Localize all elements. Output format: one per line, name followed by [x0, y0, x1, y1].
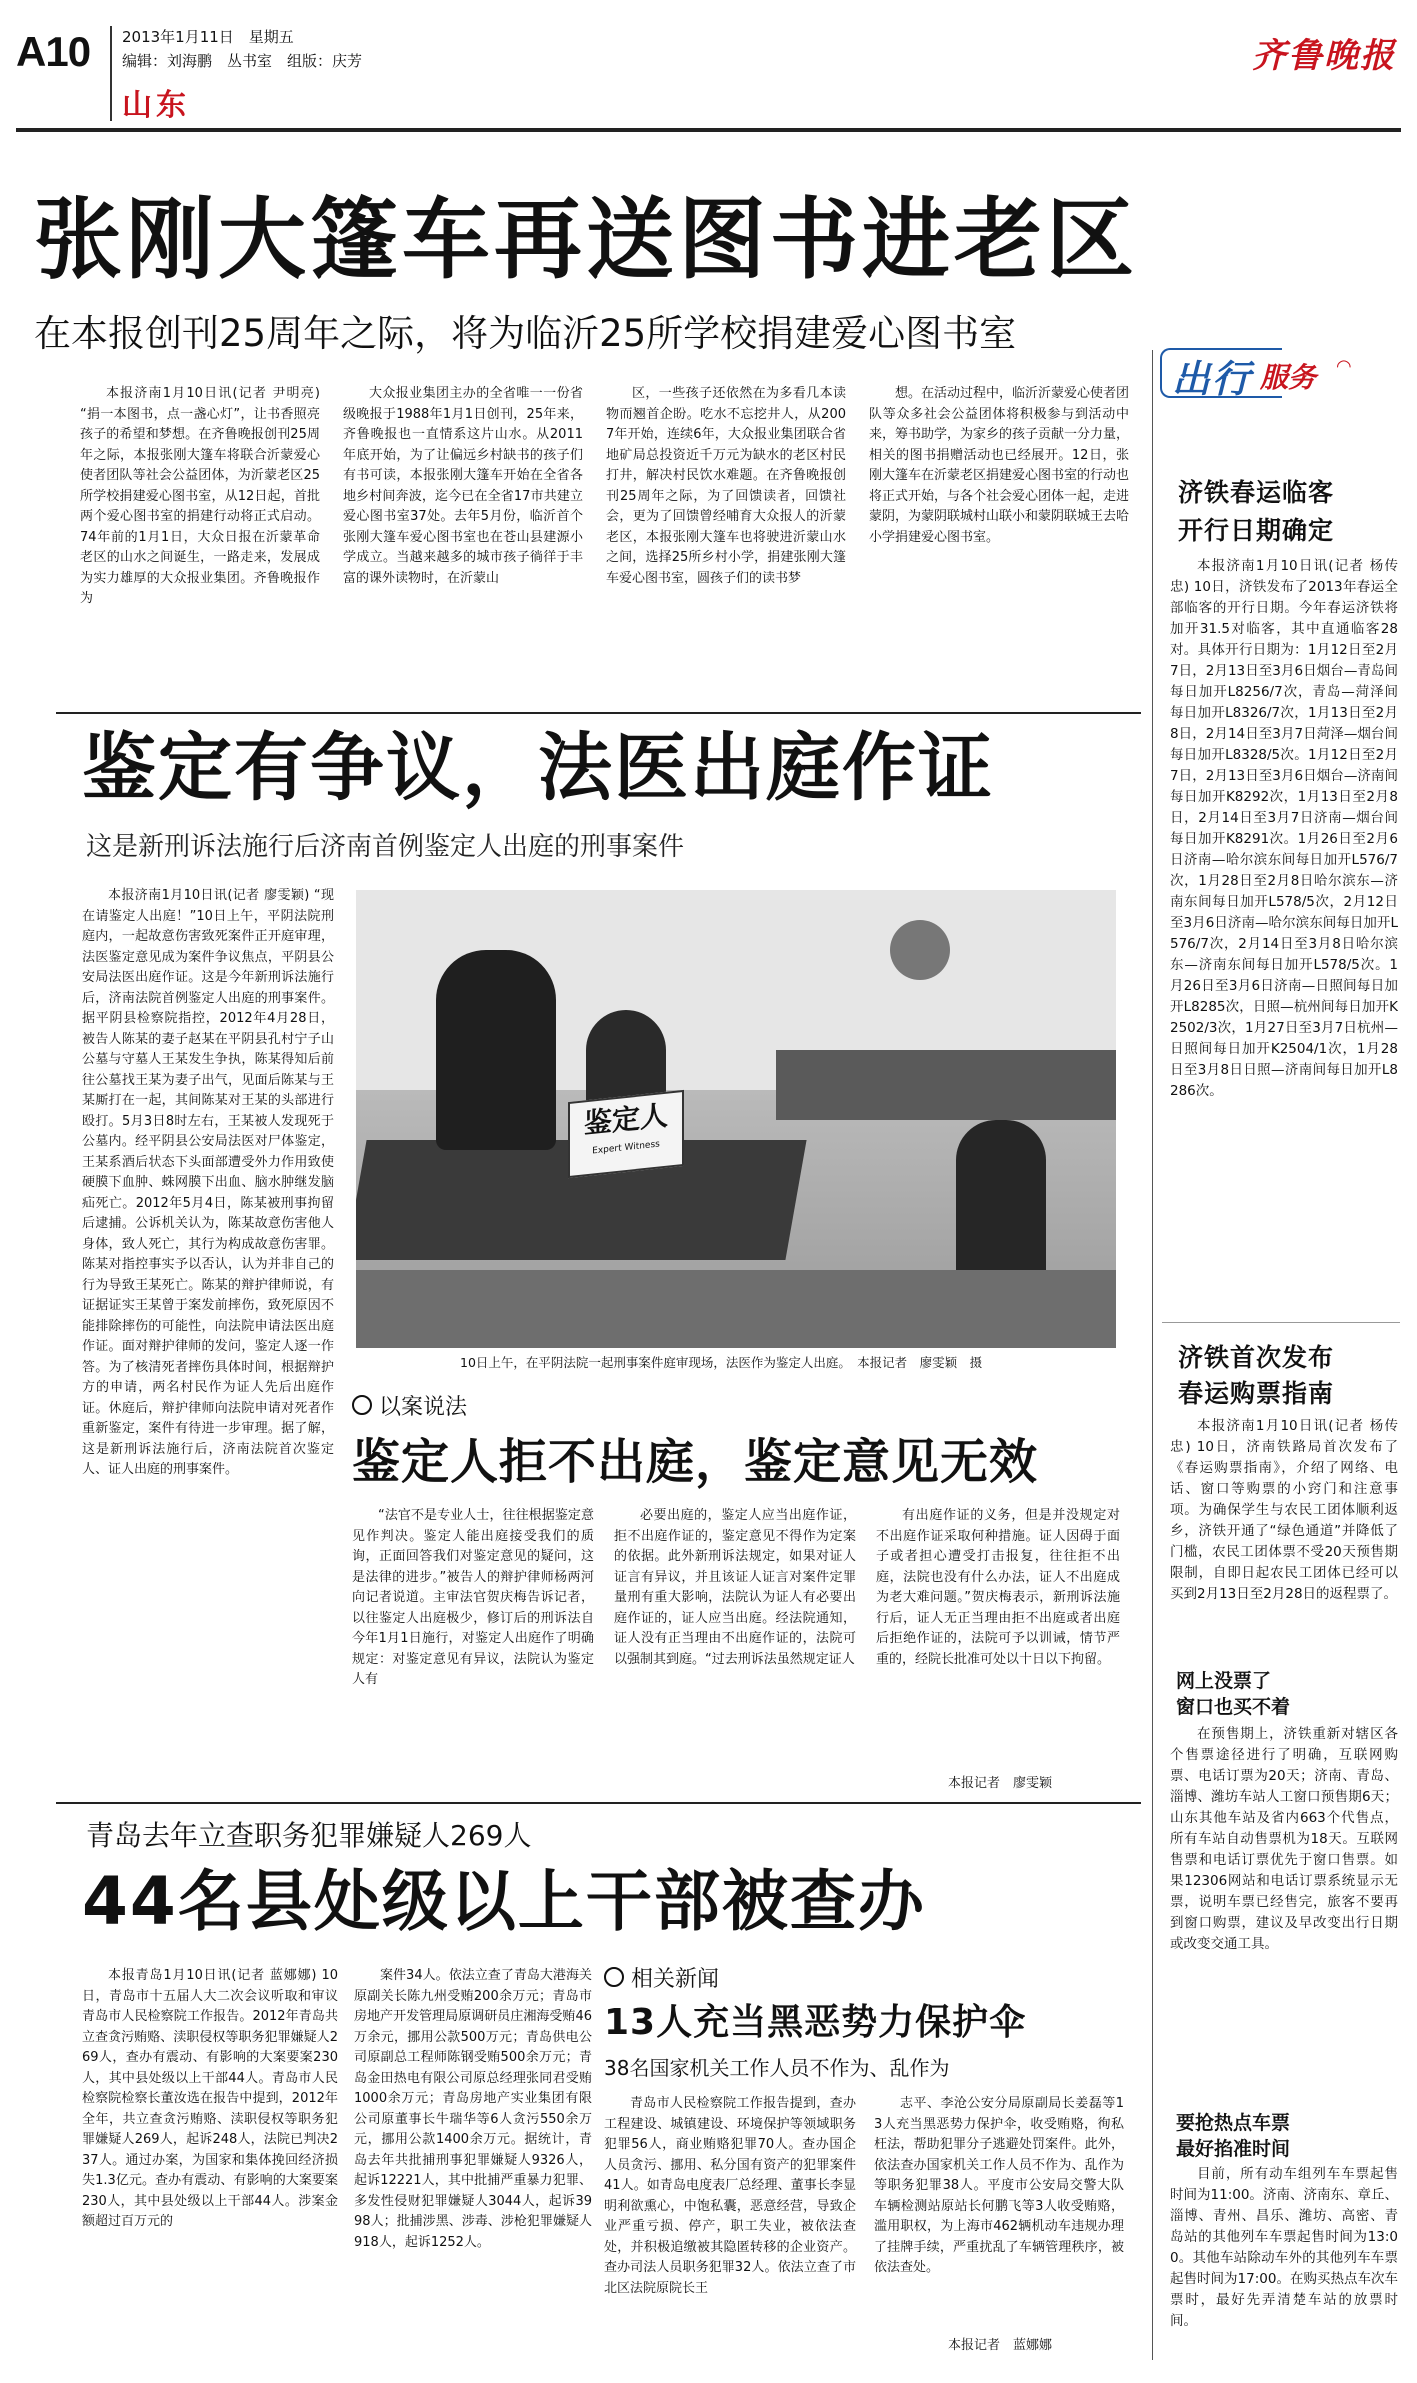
label-bullet-icon-2 [604, 1967, 624, 1987]
photo-floor [356, 1270, 1116, 1348]
article1-subhead: 在本报创刊25周年之际，将为临沂25所学校捐建爱心图书室 [34, 312, 1017, 355]
emblem-icon [890, 920, 950, 980]
article1-headline: 张刚大篷车再送图书进老区 [34, 188, 1139, 291]
sidebar-story1-title: 济铁春运临客 开行日期确定 [1178, 478, 1335, 545]
case-label-text: 以案说法 [379, 1395, 468, 1420]
sidebar-header [1160, 342, 1400, 404]
sidebar-header-accent: 服务 [1260, 361, 1317, 394]
case-label [352, 1394, 467, 1422]
related-label-text: 相关新闻 [631, 1967, 720, 1992]
sidebar-story2-body3: 目前，所有动车组列车车票起售时间为11:00。济南、济南东、章丘、淄博、青州、昌乐、潍坊、高密、青岛站的其他列车车票起售时间为13:00。其他车站除动车外的其他列车车票起售时间为17:00。在购买热点车次车票时，最好先弄清楚车站的放票时间。 [1170, 2166, 1398, 2329]
article3-col2: 案件34人。依法立查了青岛大港海关原副关长陈九州受贿200余万元；青岛市房地产开发管理局原调研员庄湘海受贿46万余元，挪用公款500万元；青岛供电公司原副总工程师陈钢受贿500余万元；青岛金田热电有限公司原总经理张同君受贿1000余万元；青岛房地产实业集团有限公司原董事长牛瑞华等6人贪污550余万元，挪用公款1400余万元。据统计，青岛去年共批捕刑事犯罪嫌疑人9326人，起诉12221人，其中批捕严重暴力犯罪、多发性侵财犯罪嫌疑人3044人，起诉3998人；批捕涉黑、涉毒、涉枪犯罪嫌疑人918人，起诉1252人。 [354, 1968, 592, 2250]
expert-sign [568, 1090, 684, 1178]
article2-sub-byline: 本报记者 廖雯颖 [948, 1776, 1053, 1791]
article2-headline: 鉴定有争议，法医出庭作证 [82, 725, 994, 811]
expert-sign-text: 鉴定人 [583, 1098, 668, 1141]
sidebar-story2-sub2: 要抢热点车票 最好掐准时间 [1176, 2112, 1291, 2160]
article2-sub-col2: 必要出庭的，鉴定人应当出庭作证，拒不出庭作证的，鉴定意见不得作为定案的依据。此外新刑诉法规定，如果对证人证言有异议，并且该证人证言对案件定罪量刑有重大影响，法院认为证人有必要出庭作证的，证人应当出庭。经法院通知，证人没有正当理由不出庭作证的，法院可以强制其到庭。“过去刑诉法虽然规定证人 [614, 1508, 856, 1667]
sidebar-story2-body2: 在预售期上，济铁重新对辖区各个售票途径进行了明确，互联网购票、电话订票为20天；济南、青岛、淄博、潍坊车站人工窗口预售期6天；山东其他车站及省内663个代售点，所有车站自动售票机为18天。互联网售票和电话订票优先于窗口售票。如果12306网站和电话订票系统显示无票，说明车票已经售完，旅客不要再到窗口购票，建议及早改变出行日期或改变交通工具。 [1170, 1726, 1398, 1952]
article1-col4: 想。在活动过程中，临沂沂蒙爱心使者团队等众多社会公益团体将积极参与到活动中来，筹书助学，为家乡的孩子贡献一分力量，相关的图书捐赠活动也已经展开。12日，张刚大篷车在沂蒙老区捐建爱心图书室的行动也将正式开始，与各个社会爱心团体一起，走进蒙阴，为蒙阴联城村山联小和蒙阴联城王去哈小学捐建爱心图书室。 [869, 386, 1129, 545]
date-line: 2013年1月11日 星期五 [122, 28, 294, 46]
masthead-rule [16, 128, 1401, 132]
article2-sub-col1: “法官不是专业人士，往往根据鉴定意见作判决。鉴定人能出庭接受我们的质询，正面回答我们对鉴定意见的疑问，这是法律的进步。”被告人的辩护律师杨两河向记者说道。主审法官贺庆梅告诉记者，以往鉴定人出庭极少，修订后的刑诉法自今年1月1日施行，对鉴定人出庭作了明确规定：对鉴定意见有异议，法院认为鉴定人有 [352, 1508, 594, 1687]
article3-sub-col1: 青岛市人民检察院工作报告提到，查办工程建设、城镇建设、环境保护等领域职务犯罪56人，商业贿赂犯罪70人。查办国企人员贪污、挪用、私分国有资产的犯罪案件41人。如青岛电度表厂总经理、董事长李显明利欲熏心，中饱私囊，恶意经营，导致企业严重亏损、停产，职工失业，被依法查处，并积极追缴被其隐匿转移的企业资产。查办司法人员职务犯罪32人。依法立查了市北区法院原院长王 [604, 2096, 856, 2296]
article3-sub-headline: 13人充当黑恶势力保护伞 [604, 2002, 1027, 2043]
page-number: A10 [16, 28, 91, 75]
article1-col1: 本报济南1月10日讯(记者 尹明亮) “捐一本图书，点一盏心灯”，让书香照亮孩子的希望和梦想。在齐鲁晚报创刊25周年之际，本报张刚大篷车将联合沂蒙爱心使者团队等社会公益团体，为沂蒙老区25所学校捐建爱心图书室，从12日起，首批两个爱心图书室的捐建行动将正式启动。74年前的1月1日，大众日报在沂蒙革命老区的山水之间诞生，一路走来，发展成为实力雄厚的大众报业集团。齐鲁晚报作为 [80, 386, 320, 606]
article2-top-rule [56, 712, 1141, 714]
label-bullet-icon [352, 1395, 372, 1415]
courtroom-photo [356, 890, 1116, 1348]
sidebar-story2-body: 本报济南1月10日讯(记者 杨传忠) 10日，济南铁路局首次发布了《春运购票指南》，介绍了网络、电话、窗口等购票的小窍门和注意事项。为确保学生与农民工团体顺利返乡，济铁开通了“绿色通道”并降低了门槛，农民工团体票不受20天预售期限制，自即日起农民工团体已经可以买到2月13日至2月28日的返程票了。 [1170, 1418, 1398, 1602]
photo-caption: 10日上午，在平阴法院一起刑事案件庭审现场，法医作为鉴定人出庭。 本报记者 廖雯颖 摄 [460, 1355, 983, 1370]
sidebar-divider-2 [1162, 1322, 1400, 1323]
masthead-divider [110, 26, 112, 121]
sidebar-story2-sub1: 网上没票了 窗口也买不着 [1176, 1670, 1291, 1718]
editors-line: 编辑：刘海鹏 丛书室 组版：庆芳 [122, 52, 363, 70]
article3-sub-col2: 志平、李沧公安分局原副局长姜磊等13人充当黑恶势力保护伞，收受贿赂，徇私枉法，帮助犯罪分子逃避处罚案件。此外，依法查办国家机关工作人员不作为、乱作为等职务犯罪38人。平度市公安局交警大队车辆检测站原站长何鹏飞等3人收受贿赂，滥用职权，为上海市462辆机动车违规办理了挂牌手续，严重扰乱了车辆管理秩序，被依法查处。 [874, 2096, 1124, 2275]
article3-col1: 本报青岛1月10日讯(记者 蓝娜娜) 10日，青岛市十五届人大二次会议听取和审议青岛市人民检察院工作报告。2012年青岛共立查贪污贿赂、渎职侵权等职务犯罪嫌疑人269人，查办有震动、有影响的大案要案230人，其中县处级以上干部44人。青岛市人民检察院检察长董汝选在报告中提到，2012年全年，共立查贪污贿赂、渎职侵权等职务犯罪嫌疑人269人，起诉248人，法院已判决237人。通过办案，为国家和集体挽回经济损失1.3亿元。查办有震动、有影响的大案要案230人，其中县处级以上干部44人。涉案金额超过百万元的 [82, 1968, 338, 2229]
article2-body: 本报济南1月10日讯(记者 廖雯颖) “现在请鉴定人出庭！”10日上午，平阴法院刑庭内，一起故意伤害致死案件正开庭审理，法医鉴定意见成为案件争议焦点，平阴县公安局法医出庭作证。这是今年新刑诉法施行后，济南法院首例鉴定人出庭的刑事案件。据平阴县检察院指控，2012年4月28日，被告人陈某的妻子赵某在平阴县孔村宁子山公墓与守墓人王某发生争执，陈某得知后前往公墓找王某为妻子出气，见面后陈某与王某厮打在一起，其间陈某对王某的头部进行殴打。5月3日8时左右，王某被人发现死于公墓内。经平阴县公安局法医对尸体鉴定，王某系酒后状态下头面部遭受外力作用致使硬膜下血肿、蛛网膜下出血、脑水肿继发脑疝死亡。2012年5月4日，陈某被刑事拘留后逮捕。公诉机关认为，陈某故意伤害他人身体，致人死亡，其行为构成故意伤害罪。陈某对指控事实予以否认，认为并非自己的行为导致王某死亡。陈某的辩护律师说，有证据证实王某曾于案发前摔伤，致死原因不能排除摔伤的可能性，向法院申请法医出庭作证。面对辩护律师的发问，鉴定人逐一作答。为了核清死者摔伤具体时间，根据辩护方的申请，两名村民作为证人先后出庭作证。休庭后，辩护律师向法院申请对死者作重新鉴定，案件有待进一步审理。据了解，这是新刑诉法施行后，济南法院首次鉴定人、证人出庭的刑事案件。 [82, 888, 334, 1477]
sidebar-story1-body: 本报济南1月10日讯(记者 杨传忠) 10日，济铁发布了2013年春运全部临客的开行日期。今年春运济铁将加开31.5对临客，其中直通临客28对。具体开行日期为：1月12日至2月7日，2月13日至3月6日烟台—青岛间每日加开L8256/7次，青岛—菏泽间每日加开L8326/7次，1月13日至2月8日，2月14日至3月7日菏泽—烟台间每日加开L8328/5次。1月12日至2月7日，2月13日至3月6日烟台—济南间每日加开K8292次，1月13日至2月8日，2月14日至3月7日济南—烟台间每日加开K8291次。1月26日至2月6日济南—哈尔滨东间每日加开L576/7次，1月28日至2月8日哈尔滨东—济南东间每日加开L578/5次，2月12日至3月6日济南—哈尔滨东间每日加开L576/7次，2月14日至3月8日哈尔滨东—济南东间每日加开L578/5次。1月26日至3月6日济南—日照间每日加开L8285次，日照—杭州间每日加开K2502/3次，1月27日至3月7日杭州—日照间每日加开K2504/1次，1月28日至3月8日日照—济南间每日加开L8286次。 [1170, 558, 1398, 1099]
article3-kicker: 青岛去年立查职务犯罪嫌疑人269人 [86, 1819, 532, 1852]
sidebar-story2-title: 济铁首次发布 春运购票指南 [1178, 1343, 1335, 1408]
expert-sign-en: Expert Witness [592, 1139, 660, 1157]
article3-top-rule [56, 1802, 1141, 1804]
article1-col3: 区，一些孩子还依然在为多看几本读物而翘首企盼。吃水不忘挖井人，从2007年开始，连续6年，大众报业集团联合省地矿局总投资近千万元为缺水的老区村民打井，解决村民饮水难题。在齐鲁晚报创刊25周年之际，为了回馈读者，回馈社会，更为了回馈曾经哺育大众报人的沂蒙老区，本报张刚大篷车也将驶进沂蒙山水之间，选择25所乡村小学，捐建张刚大篷车爱心图书室，圆孩子们的读书梦 [606, 386, 846, 586]
article1-col2: 大众报业集团主办的全省唯一一份省级晚报于1988年1月1日创刊，25年来，齐鲁晚报也一直情系这片山水。从2011年底开始，为了让偏远乡村缺书的孩子们有书可读，本报张刚大篷车开始在全省各地乡村间奔波，迄今已在全省17市共建立爱心图书室37处。去年5月份，临沂首个张刚大篷车爱心图书室也在苍山县建源小学成立。当越来越多的城市孩子徜徉于丰富的课外读物时，在沂蒙山 [343, 386, 583, 586]
article2-subhead: 这是新刑诉法施行后济南首例鉴定人出庭的刑事案件 [86, 832, 685, 862]
article3-sub-subhead: 38名国家机关工作人员不作为、乱作为 [604, 2056, 950, 2080]
article2-sub-col3: 有出庭作证的义务，但是并没规定对不出庭作证采取何种措施。证人因碍于面子或者担心遭受打击报复，往往拒不出庭，法院也没有什么办法，证人不出庭成为老大难问题。”贺庆梅表示，新刑诉法施行后，证人无正当理由拒不出庭或者出庭后拒绝作证的，法院可予以训诫，情节严重的，经院长批准可处以十日以下拘留。 [876, 1508, 1120, 1667]
person-witness [436, 950, 556, 1150]
wifi-icon: ◠ [1336, 356, 1352, 377]
judge-bench [776, 1050, 1116, 1120]
article3-sub-byline: 本报记者 蓝娜娜 [948, 2338, 1053, 2353]
article2-sub-headline: 鉴定人拒不出庭，鉴定意见无效 [352, 1434, 1039, 1490]
article3-headline: 44名县处级以上干部被查办 [82, 1863, 926, 1940]
sidebar-divider [1152, 350, 1153, 2360]
section-name: 山东 [122, 88, 190, 123]
newspaper-logo: 齐鲁晚报 [1252, 36, 1396, 76]
related-label [604, 1966, 719, 1994]
sidebar-header-title: 出行 [1172, 357, 1253, 401]
